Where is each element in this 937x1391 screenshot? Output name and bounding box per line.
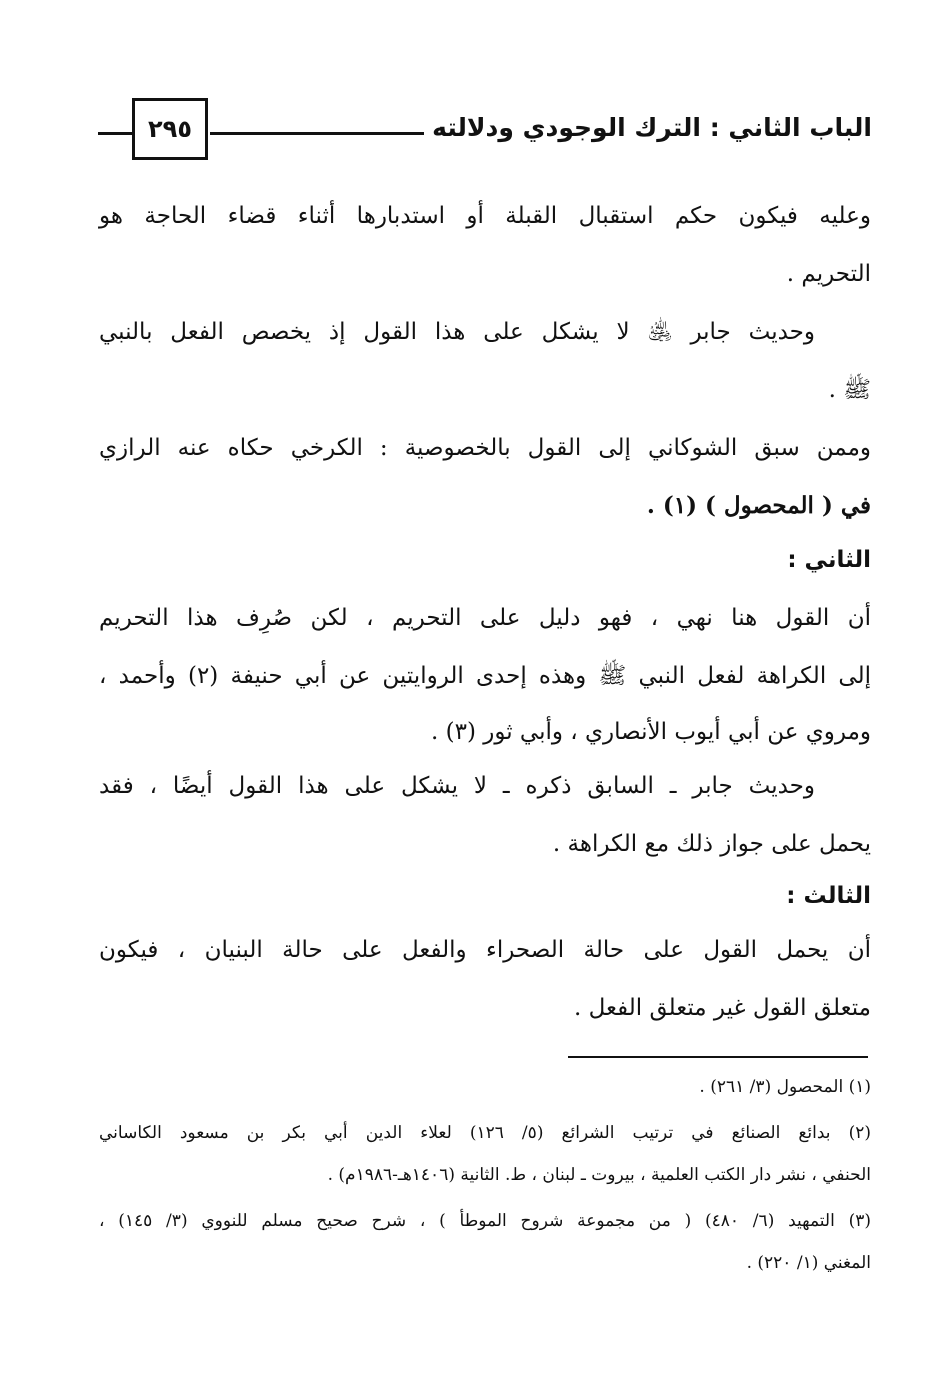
text-line: متعلق القول غير متعلق الفعل . [573, 995, 871, 1021]
footnote-3: (٣) التمهيد (٦/ ٤٨٠) ( من مجموعة شروح الموطأ ) ، شرح صحيح مسلم للنووي (٣/ ١٤٥) ، [99, 1211, 872, 1231]
text-line: أن القول هنا نهي ، فهو دليل على التحريم ، لكن صُرِف هذا التحريم [99, 605, 871, 631]
text-line: وحديث جابر ﵁ لا يشكل على هذا القول إذ يخصص الفعل بالنبي [99, 319, 815, 345]
footnote-3-cont: المغني (١/ ٢٢٠) . [746, 1253, 871, 1273]
text-line: في ( المحصول ) (١) . [646, 492, 871, 519]
chapter-title: الباب الثاني : الترك الوجودي ودلالته [424, 108, 872, 148]
footnote-2-cont: الحنفي ، نشر دار الكتب العلمية ، بيروت ـ لبنان ، ط. الثانية (١٤٠٦هـ-١٩٨٦م) . [327, 1165, 871, 1185]
text-line: إلى الكراهة لفعل النبي ﷺ وهذه إحدى الروايتين عن أبي حنيفة (٢) وأحمد ، [99, 663, 872, 689]
footnote-2: (٢) بدائع الصنائع في ترتيب الشرائع (٥/ ١٢٦) لعلاء الدين أبي بكر بن مسعود الكاساني [99, 1123, 871, 1143]
page-number: ٢٩٥ [132, 98, 208, 160]
footnote-separator [568, 1056, 868, 1058]
text-line: التحريم . [786, 261, 871, 287]
text-line: وممن سبق الشوكاني إلى القول بالخصوصية : الكرخي حكاه عنه الرازي [99, 435, 871, 461]
section-heading-second: الثاني : [787, 547, 871, 573]
section-heading-third: الثالث : [786, 883, 871, 909]
text-line: ومروي عن أبي أيوب الأنصاري ، وأبي ثور (٣) . [430, 719, 871, 745]
footnote-1: (١) المحصول (٣/ ٢٦١) . [699, 1077, 871, 1097]
text-line: يحمل على جواز ذلك مع الكراهة . [552, 831, 871, 857]
text-line: وعليه فيكون حكم استقبال القبلة أو استدبارها أثناء قضاء الحاجة هو [99, 203, 871, 229]
text-line: ﷺ . [828, 377, 871, 403]
text-line: أن يحمل القول على حالة الصحراء والفعل على حالة البنيان ، فيكون [99, 937, 871, 963]
header-rule-short [98, 132, 132, 135]
running-header [98, 96, 872, 168]
text-line: وحديث جابر ـ السابق ذكره ـ لا يشكل على هذا القول أيضًا ، فقد [99, 773, 815, 799]
